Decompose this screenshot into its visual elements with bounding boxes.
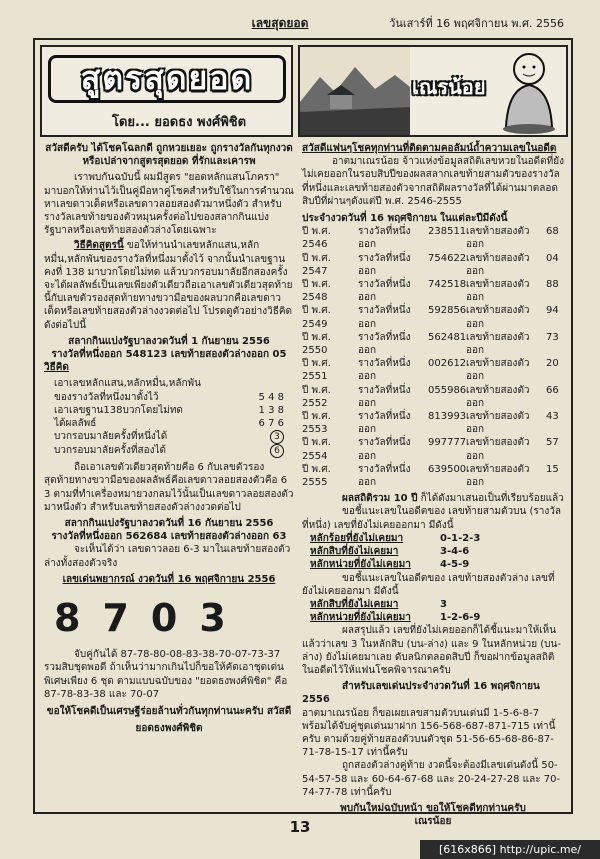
header-date: วันเสาร์ที่ 16 พฤศจิกายน พ.ศ. 2556 bbox=[389, 17, 564, 30]
section-2-text: ขอชี้แนะเลขในอดีตของ เลขท้ายสองตัวล่าง เลขที่ยังไม่เคยออกมา มีดังนี้ bbox=[302, 572, 555, 597]
column-banner bbox=[40, 45, 293, 137]
method-heading: วิธีคิดสูตรนี้ bbox=[74, 240, 124, 252]
section-1-text: ขอชี้แนะเลขในอดีตของ เลขท้ายสามตัวบน (รางวัลที่หนึ่ง) เลขที่ยังไม่เคยออกมา มีดังนี้ bbox=[302, 506, 562, 531]
table-heading: ประจำงวดวันที่ 16 พฤศจิกายน ในแต่ละปีมีดังนี้ bbox=[302, 213, 508, 225]
monk-illustration bbox=[494, 47, 564, 135]
calc-row: เอาเลขฐาน138บวกโดยไม่ทด 1 3 8 bbox=[54, 404, 284, 416]
draw1-result: รางวัลที่หนึ่งออก 548123 เลขท้ายสองตัวล่างออก 05 bbox=[51, 349, 287, 361]
table-row: ปี พ.ศ. 2553 รางวัลที่หนึ่งออก 813993 เลขท้ายสองตัวออก 43 bbox=[302, 411, 559, 436]
section-1-list bbox=[310, 532, 564, 572]
left-para-1: เราพบกันฉบับนี้ ผมมีสูตร "ยอดหลักแสนโภครา" มาบอกให้ท่านไว้เป็นคู่มือหาคู่โชคสำหรับใช้ในการคำนวณหาเลขดาวเด็ดหรือเลขดาวลอยสองตัวมาหนึ่งตัว สำหรับรางวัลเลขท้ายของตัวหมุนครั้งต่อไปของสลากกินแบ่งรัฐบาลหรือเลขท้ายสองตัวล่างโดยเฉพาะ bbox=[44, 172, 294, 237]
digit-row: หลักสิบที่ยังไม่เคยมา 3 bbox=[310, 598, 447, 610]
right-heading: สวัสดีแฟนๆโชคทุกท่านที่ติดตามคอลัมน์ถ้ำความเลขในอดีต bbox=[302, 143, 557, 154]
right-intro: อาตมาเณรน้อย จ้าวแห่งข้อมูลสถิติเลขหวยในอดีตที่ยังไม่เคยออกในรอบสิบปีของผลสลากเลขท้ายสามตัวของรางวัลที่หนึ่งและเลขท้ายสองตัวจากสถิติผลรางวัลที่ได้ผ่านมาตลอดสิบปีที่ผ่านๆดังแต่ปี พ.ศ. 2546-2555 bbox=[302, 156, 564, 207]
table-row: ปี พ.ศ. 2554 รางวัลที่หนึ่งออก 997777 เลขท้ายสองตัวออก 57 bbox=[302, 437, 559, 462]
calc-block bbox=[54, 377, 294, 458]
novice-banner bbox=[298, 45, 568, 137]
results-table bbox=[302, 225, 564, 489]
draw2-result: รางวัลที่หนึ่งออก 562684 เลขท้ายสองตัวล่างออก 63 bbox=[51, 531, 287, 543]
digit-row: หลักร้อยที่ยังไม่เคยมา 0-1-2-3 bbox=[310, 532, 481, 544]
circled-digit: 3 bbox=[270, 430, 284, 444]
calc-row: บวกรอบมาลัยครั้งที่หนึ่งได้ 3 bbox=[54, 430, 284, 444]
section-2-list bbox=[310, 598, 564, 624]
circled-digit: 6 bbox=[270, 444, 284, 458]
calc-row: ได้ผลลัพธ์ 6 7 6 bbox=[54, 418, 284, 430]
digit-row: หลักหน่วยที่ยังไม่เคยมา 1-2-6-9 bbox=[310, 612, 481, 624]
total-line: ผลสถิติรวม 10 ปี ก็ได้ดังมาเสนอเป็นที่เรียบร้อยแล้ว bbox=[342, 493, 564, 505]
table-row: ปี พ.ศ. 2550 รางวัลที่หนึ่งออก 562481 เลขท้ายสองตัวออก 73 bbox=[302, 331, 559, 357]
digit-row: หลักสิบที่ยังไม่เคยมา 3-4-6 bbox=[310, 546, 470, 558]
forecast-digit: 8 bbox=[54, 596, 81, 641]
page-number: 13 bbox=[289, 818, 311, 836]
example-label: วิธีคิด bbox=[44, 362, 69, 374]
table-row: ปี พ.ศ. 2546 รางวัลที่หนึ่งออก 238511 เลขท้ายสองตัวออก 68 bbox=[302, 226, 559, 251]
forecast-digits bbox=[54, 596, 294, 640]
table-row: ปี พ.ศ. 2552 รางวัลที่หนึ่งออก 055986 เลขท้ายสองตัวออก 66 bbox=[302, 384, 559, 409]
forecast-digit: 3 bbox=[199, 596, 226, 641]
left-para-2: ถือเอาเลขตัวเดียวสุดท้ายคือ 6 กับเลขตัวรองสุดท้ายทางขวามือของผลลัพธ์คือเลขดาวลอยสองตัวคือ 6 3 ตามที่ทำเครื่องหมายวงกลมไว้นั้นเป็นเลขดาวลอยสองตัวมาหนึ่งตัว สำหรับเลขท้ายสองตัวล่างงวดต่อไป bbox=[44, 462, 294, 513]
watermark-bar: [616x866] http://upic.me/ bbox=[420, 840, 600, 859]
left-method bbox=[44, 239, 294, 331]
forecast-right: อาตมาเณรน้อย ก็ขอเผยเลขสามตัวบนเด่นมี 1-5-6-8-7 พร้อมได้จับคู่ชุดเด่นมาฝาก 156-568-687-871-715 เท่านี้ครับ ตามด้วยคู่ท้ายสองตัวบนตัวชุด 51-56-65-68-86-87-71-78-15-17 เท่านี้ครับ bbox=[302, 707, 556, 759]
table-row: ปี พ.ศ. 2549 รางวัลที่หนึ่งออก 592856 เลขท้ายสองตัวออก 94 bbox=[302, 305, 559, 330]
right-farewell: พบกันใหม่ฉบับหน้า ขอให้โชคดีทุกท่านครับ bbox=[340, 802, 526, 814]
left-column bbox=[44, 142, 294, 735]
draw2-heading: สลากกินแบ่งรัฐบาลงวดวันที่ 16 กันยายน 2556 bbox=[64, 518, 274, 530]
closing-text: ขอให้โชคดีเป็นเศรษฐีร่อยล้านทั่วกันทุกท่านนะครับ สวัสดี bbox=[46, 705, 292, 717]
novice-title: เณรน้อย bbox=[412, 75, 486, 99]
table-row: ปี พ.ศ. 2555 รางวัลที่หนึ่งออก 639500 เลขท้ายสองตัวออก 15 bbox=[302, 463, 559, 489]
page-header bbox=[0, 0, 600, 36]
forecast-pairs: จับคู่กันได้ 87-78-80-08-83-38-70-07-73-37 รวมสิบชุดพอดี ถ้าเห็นว่ามากเกินไปก็ขอให้คัดเอาชุดเด่นพิเศษเพียง 6 ชุด ตามแบบฉบับของ "ยอดธงพงศ์พิชิต" คือ 87-78-83-38 และ 70-07 bbox=[44, 649, 288, 700]
digit-row: หลักหน่วยที่ยังไม่เคยมา 4-5-9 bbox=[310, 559, 470, 571]
table-row: ปี พ.ศ. 2551 รางวัลที่หนึ่งออก 002612 เลขท้ายสองตัวออก 20 bbox=[302, 358, 559, 383]
landscape-illustration bbox=[300, 47, 410, 135]
header-title: เลขสุดยอด bbox=[251, 16, 309, 30]
calc-row: ของรางวัลที่หนึ่งมาตั้งไว้ 5 4 8 bbox=[54, 391, 284, 403]
left-intro: สวัสดีครับ ได้โชคโฉลกดี ถูกหวยเยอะ ถูกรางวัลกันทุกงวดหรือเปล่าจากสูตรสุดยอด ที่รักและเคารพ bbox=[45, 143, 293, 168]
forecast-heading: เลขเด่นพยากรณ์ งวดวันที่ 16 พฤศจิกายน 2556 bbox=[62, 573, 276, 585]
forecast-right-2: ถูกสองตัวล่างคู่ท้าย งวดนี้จะต้องมีเลขเด่นดังนี้ 50-54-57-58 และ 60-64-67-68 และ 20-24-27-28 และ 70-74-77-78 เท่านี้ครับ bbox=[302, 760, 561, 798]
left-para-3: จะเห็นได้ว่า เลขดาวลอย 6-3 มาในเลขท้ายสองตัวล่างทั้งสองตัวจริง bbox=[44, 544, 291, 569]
forecast-digit: 0 bbox=[150, 596, 178, 641]
table-row: ปี พ.ศ. 2548 รางวัลที่หนึ่งออก 742518 เลขท้ายสองตัวออก 88 bbox=[302, 279, 559, 304]
column-byline: โดย... ยอดธง พงศ์พิชิต bbox=[112, 115, 247, 130]
right-para: ผลสรุปแล้ว เลขที่ยังไม่เคยออกก็ได้ชี้แนะมาให้เห็นแล้วว่าเลข 3 ในหลักสิบ (บน-ล่าง) และ 9 ในหลักหน่วย (บน-ล่าง) ยังไม่เคยมาเลย ดับลนิกตลอดสิบปี ก็ขอฝากข้อมูลสถิติในอดีตไว้ให้แฟนโชคพิจารณาครับ bbox=[302, 625, 561, 676]
right-signature: เณรน้อย bbox=[414, 816, 452, 828]
forecast-digit: 7 bbox=[102, 596, 129, 641]
column-title: สูตรสุดยอด bbox=[48, 55, 286, 103]
method-text: ขอให้ท่านนำเลขหลักแสน,หลักหมื่น,หลักพันของรางวัลที่หนึ่งมาตั้งไว้ จากนั้นนำเลขฐานคงที่ 138 มาบวกโดยไม่ทด แล้วบวกรอบมาลัยอีกสองครั้ง จะได้ผลลัพธ์เป็นเลขเพียงตัวเดียวถือเอาเลขตัวเดียวสุดท้ายนี้กับเลขตัวรองสุดท้ายทางขวามือของผลบวกคือเลขดาวเด็ดหรือเลขท้ายสองตัวล่างงวดต่อไป โปรดดูตัวอย่างวิธีคิดดังต่อไปนี้ bbox=[44, 240, 293, 331]
calc-row: บวกรอบมาลัยครั้งที่สองได้ 6 bbox=[54, 444, 284, 458]
draw1-heading: สลากกินแบ่งรัฐบาลงวดวันที่ 1 กันยายน 2556 bbox=[68, 335, 270, 347]
right-column bbox=[302, 142, 564, 828]
left-signature: ยอดธงพงศ์พิชิต bbox=[135, 723, 203, 735]
table-row: ปี พ.ศ. 2547 รางวัลที่หนึ่งออก 754622 เลขท้ายสองตัวออก 04 bbox=[302, 252, 559, 277]
calc-row: เอาเลขหลักแสน,หลักหมื่น,หลักพัน bbox=[54, 378, 201, 390]
forecast-heading-right: สำหรับเลขเด่นประจำงวดวันที่ 16 พฤศจิกายน 2556 bbox=[302, 681, 540, 706]
